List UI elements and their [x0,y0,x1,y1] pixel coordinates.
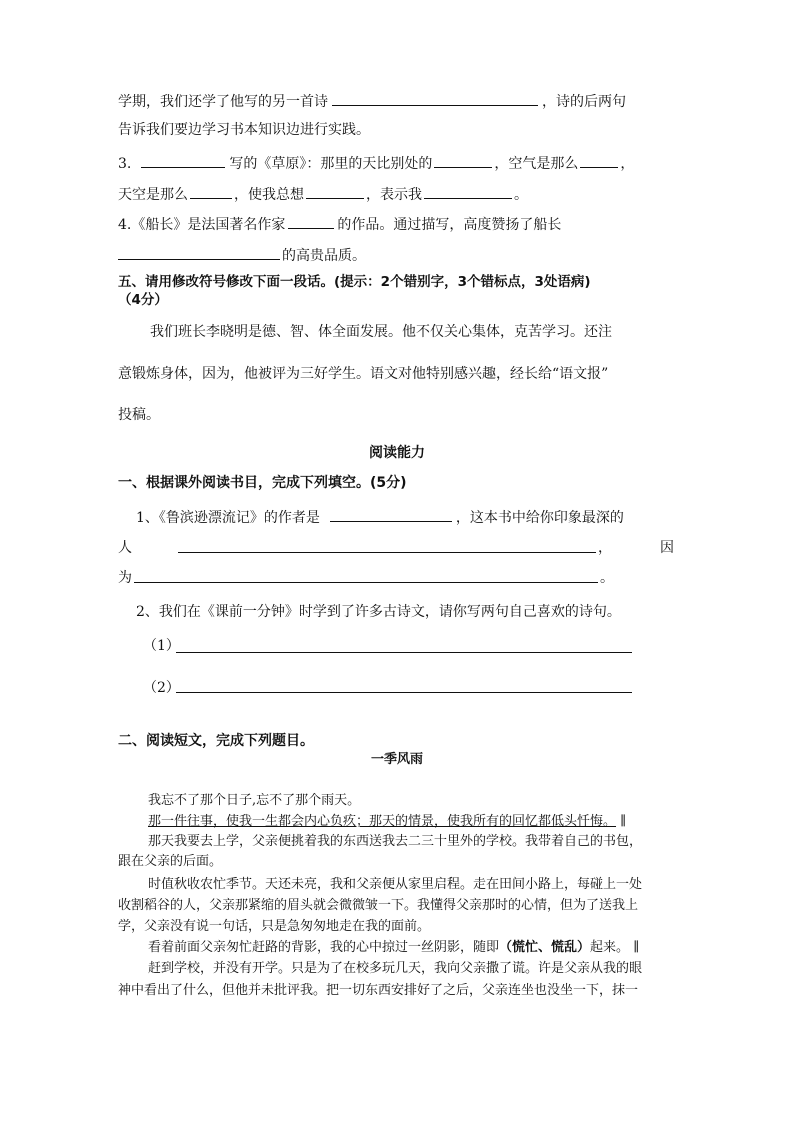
text: 1、《鲁滨逊漂流记》的作者是 [136,510,320,526]
reading-q1-wei: 为 [118,570,132,586]
story-title: 一季风雨 [370,752,423,767]
text: 。 [514,187,528,203]
story-line: 我忘不了那个日子,忘不了那个雨天。 [148,793,361,808]
answer-blank[interactable] [332,90,538,106]
reading-q1-line-1 [136,506,624,528]
poem-line-1 [118,90,626,112]
paragraph-line-1: 我们班长李晓明是德、智、体全面发展。他不仅关心集体，克苦学习。还注 [150,324,612,340]
story-line: 那天我要去上学，父亲便挑着我的东西送我去二三十里外的学校。我带着自己的书包， [148,834,643,849]
reading-q2-option-1: （1） [143,638,180,654]
answer-blank[interactable] [288,213,334,229]
text: 天空是那么 [118,187,188,203]
story-line: 学，父亲没有说一句话，只是急匆匆地走在我的面前。 [118,919,431,934]
text: 学期，我们还学了他写的另一首诗 [118,94,328,110]
answer-blank[interactable] [580,152,618,168]
text: ，使我总想 [234,187,304,203]
q3-number: 3. [118,156,132,172]
story-line: 跟在父亲的后面。 [118,854,223,869]
answer-blank[interactable] [118,244,280,260]
story-line [148,813,626,831]
reading-q1-yin: 因 [660,540,674,556]
question-3-line-1 [118,152,634,174]
text: 写的《草原》：那里的天比别处的 [229,156,433,172]
question-4-line-2 [118,244,366,266]
reading-q2-option-2: （2） [143,680,180,696]
reading-q1-ren: 人 [118,540,132,556]
text: 4.《船长》是法国著名作家 [118,217,286,233]
text: ，诗的后两句 [542,94,626,110]
story-line: 神中看出了什么，但他并未批评我。把一切东西安排好了之后，父亲连坐也没坐一下，抹一 [118,983,639,998]
reading-section-2-title: 二、阅读短文，完成下列题目。 [118,733,314,749]
answer-line[interactable] [134,582,598,583]
reading-q1-comma: ， [598,540,612,556]
reading-q1-period: 。 [600,570,614,586]
underlined-text: 那一件往事，使我一生都会内心负疚；那天的情景，使我所有的回忆都低头忏悔。 [148,814,617,829]
answer-line[interactable] [176,652,632,653]
text: 的作品。通过描写，高度赞扬了船长 [337,217,562,233]
story-line: 赶到学校，并没有开学。只是为了在校多玩几天，我向父亲撒了谎。许是父亲从我的眼 [148,961,643,976]
text: ，这本书中给你印象最深的 [455,510,624,526]
answer-blank[interactable] [434,152,492,168]
answer-line[interactable] [176,692,632,693]
reading-heading: 阅读能力 [369,445,425,461]
answer-line[interactable] [178,552,596,553]
paragraph-line-2: 意锻炼身体，因为，他被评为三好学生。语文对他特别感兴趣，经长给“语文报” [118,366,609,382]
section-5-title: 五、请用修改符号修改下面一段话。(提示：2个错别字，3个错标点，3处语病) [118,274,591,290]
poem-line-2: 告诉我们要边学习书本知识边进行实践。 [118,122,370,138]
pause-mark: ∥ [620,814,627,829]
question-4-line-1 [118,213,561,235]
text: ，表示我 [366,187,422,203]
story-line: 收割稻谷的人，父亲那紧缩的眉头就会微微皱一下。我懂得父亲那时的心情，但为了送我上 [118,898,639,913]
text: 的高贵品质。 [282,248,366,264]
answer-blank[interactable] [190,183,232,199]
question-3-line-2 [118,183,528,205]
reading-section-1-title: 一、根据课外阅读书目，完成下列填空。(5分) [118,475,407,491]
pause-mark: ∥ [633,940,640,955]
text: 起来。 [590,940,630,955]
text: 看着前面父亲匆忙赶路的背影，我的心中掠过一丝阴影，随即 [148,940,500,955]
story-line: 时值秋收农忙季节。天还未亮，我和父亲便从家里启程。走在田间小路上，每碰上一处 [148,877,643,892]
answer-blank[interactable] [141,152,225,168]
text: ， [620,156,635,172]
section-5-score: （4分） [118,292,168,308]
answer-blank[interactable] [306,183,364,199]
reading-q2: 2、我们在《课前一分钟》时学到了许多古诗文，请你写两句自己喜欢的诗句。 [136,604,621,620]
word-choice[interactable]: （慌忙、慌乱） [499,940,591,955]
paragraph-line-3: 投稿。 [118,407,160,423]
story-line [148,939,639,957]
answer-blank[interactable] [330,506,452,522]
answer-blank[interactable] [424,183,512,199]
text: ，空气是那么 [494,156,579,172]
